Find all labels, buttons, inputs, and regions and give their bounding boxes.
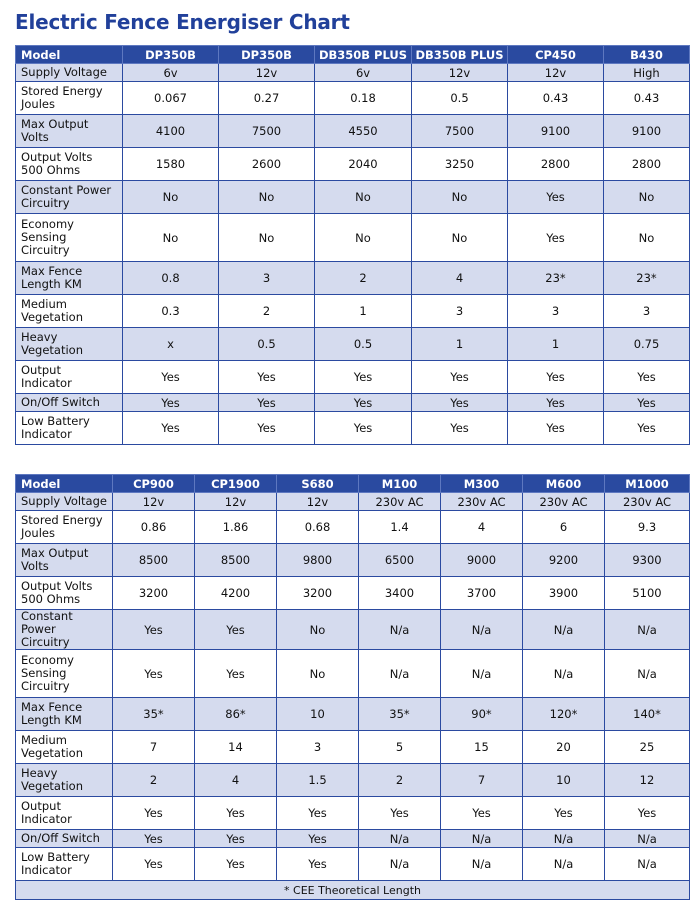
table-cell: 120* (523, 698, 605, 731)
row-label-line: Volts (21, 559, 49, 573)
row-label-line: Circuitry (21, 679, 70, 693)
table-cell: No (604, 214, 690, 262)
header-model-name: CP900 (113, 475, 195, 493)
table-cell: No (412, 214, 508, 262)
table-cell: 5 (359, 731, 441, 764)
header-model-name: DB350B PLUS (412, 46, 508, 64)
table-header-row (16, 46, 690, 64)
table-cell: 1 (508, 328, 604, 361)
table-cell: Yes (315, 394, 412, 412)
row-label-line: Supply Voltage (21, 494, 107, 508)
row-label-line: Circuitry (21, 635, 70, 649)
table-cell: 10 (277, 698, 359, 731)
table-cell: 0.5 (412, 82, 508, 115)
row-label-line: Length KM (21, 713, 82, 727)
table-cell: Yes (508, 361, 604, 394)
row-label-line: Economy (21, 217, 74, 231)
row-label-line: Sensing (21, 666, 67, 680)
table-cell: 9100 (508, 115, 604, 148)
row-label-line: Volts (21, 130, 49, 144)
table-cell: 3250 (412, 148, 508, 181)
table-cell: No (277, 650, 359, 698)
table-cell: 3 (277, 731, 359, 764)
table-header-row (16, 475, 690, 493)
row-label-line: 500 Ohms (21, 592, 81, 606)
table-cell: 6v (315, 64, 412, 82)
table-row (16, 698, 690, 731)
row-label-line: Length KM (21, 277, 82, 291)
row-label-line: Vegetation (21, 343, 84, 357)
header-model-name: DP350B (123, 46, 219, 64)
row-label (16, 764, 113, 797)
header-model-name: M600 (523, 475, 605, 493)
table-cell: N/a (441, 610, 523, 650)
row-label-line: Stored Energy (21, 84, 103, 98)
row-label-line: Constant Power (21, 183, 112, 197)
table-cell: 0.27 (219, 82, 315, 115)
energiser-table-1 (15, 45, 690, 445)
table-cell: 3 (604, 295, 690, 328)
row-label (16, 848, 113, 881)
table-cell: 12v (277, 493, 359, 511)
row-label-line: Indicator (21, 812, 72, 826)
table-cell: 230v AC (359, 493, 441, 511)
table-cell: 0.43 (508, 82, 604, 115)
table-cell: 230v AC (523, 493, 605, 511)
row-label-line: Heavy (21, 766, 58, 780)
row-label-line: Output Volts (21, 579, 93, 593)
footnote: * CEE Theoretical Length (16, 881, 690, 900)
table-cell: No (604, 181, 690, 214)
table-cell: 4 (195, 764, 277, 797)
table-cell: 2 (219, 295, 315, 328)
footnote-row (16, 881, 690, 900)
row-label-line: Heavy (21, 330, 58, 344)
table-cell: Yes (277, 848, 359, 881)
table-cell: 1580 (123, 148, 219, 181)
table-cell: 23* (604, 262, 690, 295)
row-label (16, 731, 113, 764)
row-label (16, 698, 113, 731)
table-cell: 3200 (277, 577, 359, 610)
table-row (16, 295, 690, 328)
table-cell: 4550 (315, 115, 412, 148)
table-cell: N/a (523, 848, 605, 881)
row-label-line: Joules (21, 526, 55, 540)
header-model-name: M100 (359, 475, 441, 493)
table-row (16, 412, 690, 445)
header-model-name: S680 (277, 475, 359, 493)
table-cell: 140* (605, 698, 690, 731)
table-cell: No (412, 181, 508, 214)
table-cell: 6v (123, 64, 219, 82)
row-label-line: Medium (21, 297, 67, 311)
table-cell: 3400 (359, 577, 441, 610)
table-cell: 3900 (523, 577, 605, 610)
row-label-line: Circuitry (21, 196, 70, 210)
table-cell: 2600 (219, 148, 315, 181)
table-cell: Yes (412, 394, 508, 412)
table-cell: N/a (441, 830, 523, 848)
row-label-line: Sensing (21, 230, 67, 244)
table-cell: Yes (508, 394, 604, 412)
table-row (16, 610, 690, 650)
row-label-line: Output Volts (21, 150, 93, 164)
table-cell: 86* (195, 698, 277, 731)
table-cell: Yes (219, 361, 315, 394)
table-cell: 1 (412, 328, 508, 361)
row-label-line: Medium (21, 733, 67, 747)
table-cell: N/a (359, 848, 441, 881)
table-cell: Yes (123, 412, 219, 445)
table-cell: 0.68 (277, 511, 359, 544)
table-row (16, 148, 690, 181)
table-cell: N/a (359, 610, 441, 650)
table-row (16, 493, 690, 511)
row-label-line: On/Off Switch (21, 395, 100, 409)
energiser-table-2 (15, 474, 690, 900)
table-cell: Yes (195, 650, 277, 698)
row-label-line: Max Output (21, 117, 89, 131)
table-row (16, 328, 690, 361)
row-label-line: 500 Ohms (21, 163, 81, 177)
table-cell: 2800 (604, 148, 690, 181)
table-cell: 9100 (604, 115, 690, 148)
row-label-line: Output (21, 363, 61, 377)
table-cell: 4 (412, 262, 508, 295)
row-label-line: Supply Voltage (21, 65, 107, 79)
table-row (16, 511, 690, 544)
row-label (16, 214, 123, 262)
table-cell: 3 (508, 295, 604, 328)
table-cell: 8500 (195, 544, 277, 577)
table-cell: Yes (113, 797, 195, 830)
table-cell: 1.4 (359, 511, 441, 544)
table-cell: N/a (605, 830, 690, 848)
table-cell: 20 (523, 731, 605, 764)
row-label-line: Constant Power (21, 609, 73, 636)
row-label (16, 181, 123, 214)
table-cell: 0.75 (604, 328, 690, 361)
table-cell: 7 (441, 764, 523, 797)
page-title: Electric Fence Energiser Chart (15, 10, 350, 34)
table-cell: Yes (508, 412, 604, 445)
table-cell: 12v (195, 493, 277, 511)
row-label (16, 830, 113, 848)
table-cell: Yes (113, 650, 195, 698)
header-model-name: B430 (604, 46, 690, 64)
table-cell: 0.3 (123, 295, 219, 328)
table-cell: 1.5 (277, 764, 359, 797)
row-label (16, 610, 113, 650)
table-cell: 0.067 (123, 82, 219, 115)
table-cell: 35* (359, 698, 441, 731)
table-cell: No (315, 214, 412, 262)
table-cell: 3700 (441, 577, 523, 610)
table-cell: Yes (219, 394, 315, 412)
table-cell: N/a (605, 848, 690, 881)
table-cell: Yes (219, 412, 315, 445)
table-cell: Yes (441, 797, 523, 830)
table-cell: 0.8 (123, 262, 219, 295)
row-label (16, 493, 113, 511)
table-cell: Yes (195, 797, 277, 830)
row-label-line: Joules (21, 97, 55, 111)
table-cell: x (123, 328, 219, 361)
table-cell: N/a (441, 848, 523, 881)
table-cell: 6500 (359, 544, 441, 577)
header-model-name: M1000 (605, 475, 690, 493)
table-cell: Yes (359, 797, 441, 830)
table-cell: 6 (523, 511, 605, 544)
table-row (16, 797, 690, 830)
row-label-line: Output (21, 799, 61, 813)
table-cell: N/a (523, 610, 605, 650)
table-cell: N/a (359, 650, 441, 698)
table-row (16, 82, 690, 115)
table-cell: 12v (113, 493, 195, 511)
table-cell: Yes (604, 412, 690, 445)
table-cell: Yes (113, 830, 195, 848)
table-row (16, 262, 690, 295)
row-label (16, 797, 113, 830)
table-cell: N/a (523, 830, 605, 848)
row-label-line: Vegetation (21, 779, 84, 793)
table-row (16, 848, 690, 881)
table-row (16, 731, 690, 764)
table-cell: High (604, 64, 690, 82)
table-cell: 4100 (123, 115, 219, 148)
row-label-line: Indicator (21, 863, 72, 877)
table-cell: No (277, 610, 359, 650)
table-cell: 0.5 (315, 328, 412, 361)
header-model-name: M300 (441, 475, 523, 493)
table-cell: 12v (412, 64, 508, 82)
table-cell: Yes (604, 361, 690, 394)
row-label-line: On/Off Switch (21, 831, 100, 845)
table-cell: 9300 (605, 544, 690, 577)
table-row (16, 577, 690, 610)
row-label-line: Low Battery (21, 850, 90, 864)
table-cell: 3 (219, 262, 315, 295)
table-cell: 9800 (277, 544, 359, 577)
table-cell: Yes (508, 181, 604, 214)
table-cell: Yes (113, 848, 195, 881)
row-label (16, 412, 123, 445)
table-cell: No (123, 214, 219, 262)
row-label-line: Low Battery (21, 414, 90, 428)
row-label-line: Indicator (21, 376, 72, 390)
table-cell: 12v (219, 64, 315, 82)
table-cell: 0.5 (219, 328, 315, 361)
table-cell: Yes (508, 214, 604, 262)
table-cell: 0.43 (604, 82, 690, 115)
table-cell: 2040 (315, 148, 412, 181)
table-cell: 15 (441, 731, 523, 764)
row-label (16, 82, 123, 115)
row-label (16, 328, 123, 361)
table-cell: 4 (441, 511, 523, 544)
table-row (16, 544, 690, 577)
table-cell: 7 (113, 731, 195, 764)
row-label-line: Indicator (21, 427, 72, 441)
table-cell: 25 (605, 731, 690, 764)
table-cell: Yes (523, 797, 605, 830)
table-cell: 9000 (441, 544, 523, 577)
table-cell: 10 (523, 764, 605, 797)
table-cell: 1.86 (195, 511, 277, 544)
table-cell: 3 (412, 295, 508, 328)
table-cell: Yes (113, 610, 195, 650)
table-cell: N/a (605, 650, 690, 698)
row-label-line: Max Fence (21, 264, 83, 278)
table-cell: 9.3 (605, 511, 690, 544)
row-label (16, 361, 123, 394)
header-model-name: CP450 (508, 46, 604, 64)
row-label-line: Max Output (21, 546, 89, 560)
table-cell: Yes (195, 830, 277, 848)
table-row (16, 64, 690, 82)
table-cell: 7500 (412, 115, 508, 148)
table-row (16, 214, 690, 262)
row-label (16, 295, 123, 328)
table-cell: 2 (113, 764, 195, 797)
row-label-line: Circuitry (21, 243, 70, 257)
table-cell: 35* (113, 698, 195, 731)
table-cell: No (315, 181, 412, 214)
row-label (16, 64, 123, 82)
table-row (16, 361, 690, 394)
table-cell: 4200 (195, 577, 277, 610)
table-cell: N/a (441, 650, 523, 698)
table-cell: 0.18 (315, 82, 412, 115)
table-cell: 2 (359, 764, 441, 797)
table-cell: 12v (508, 64, 604, 82)
table-cell: No (219, 181, 315, 214)
table-cell: N/a (523, 650, 605, 698)
row-label (16, 148, 123, 181)
table-cell: 0.86 (113, 511, 195, 544)
header-model-name: DP350B (219, 46, 315, 64)
table-cell: 14 (195, 731, 277, 764)
table-cell: Yes (412, 412, 508, 445)
row-label (16, 394, 123, 412)
table-cell: No (219, 214, 315, 262)
table-row (16, 764, 690, 797)
table-cell: Yes (315, 412, 412, 445)
table-cell: 23* (508, 262, 604, 295)
table-cell: 7500 (219, 115, 315, 148)
table-cell: 2800 (508, 148, 604, 181)
row-label (16, 115, 123, 148)
table-cell: Yes (604, 394, 690, 412)
row-label (16, 262, 123, 295)
table-row (16, 394, 690, 412)
table-cell: N/a (359, 830, 441, 848)
table-row (16, 115, 690, 148)
row-label-line: Economy (21, 653, 74, 667)
table-cell: Yes (277, 797, 359, 830)
table-cell: 2 (315, 262, 412, 295)
table-row (16, 830, 690, 848)
table-cell: 12 (605, 764, 690, 797)
row-label-line: Vegetation (21, 746, 84, 760)
table-cell: No (123, 181, 219, 214)
table-cell: Yes (605, 797, 690, 830)
table-cell: 9200 (523, 544, 605, 577)
header-model-label: Model (16, 475, 113, 493)
table-cell: Yes (123, 394, 219, 412)
header-model-name: CP1900 (195, 475, 277, 493)
row-label (16, 650, 113, 698)
table-cell: 1 (315, 295, 412, 328)
table-cell: Yes (123, 361, 219, 394)
header-model-label: Model (16, 46, 123, 64)
table-cell: 3200 (113, 577, 195, 610)
table-cell: Yes (195, 610, 277, 650)
table-cell: Yes (412, 361, 508, 394)
table-cell: 8500 (113, 544, 195, 577)
table-cell: Yes (277, 830, 359, 848)
row-label (16, 577, 113, 610)
table-row (16, 181, 690, 214)
table-cell: 230v AC (605, 493, 690, 511)
table-cell: 5100 (605, 577, 690, 610)
row-label-line: Stored Energy (21, 513, 103, 527)
table-cell: N/a (605, 610, 690, 650)
table-row (16, 650, 690, 698)
table-cell: Yes (315, 361, 412, 394)
header-model-name: DB350B PLUS (315, 46, 412, 64)
row-label (16, 544, 113, 577)
table-cell: Yes (195, 848, 277, 881)
row-label-line: Max Fence (21, 700, 83, 714)
row-label (16, 511, 113, 544)
table-cell: 90* (441, 698, 523, 731)
table-cell: 230v AC (441, 493, 523, 511)
row-label-line: Vegetation (21, 310, 84, 324)
